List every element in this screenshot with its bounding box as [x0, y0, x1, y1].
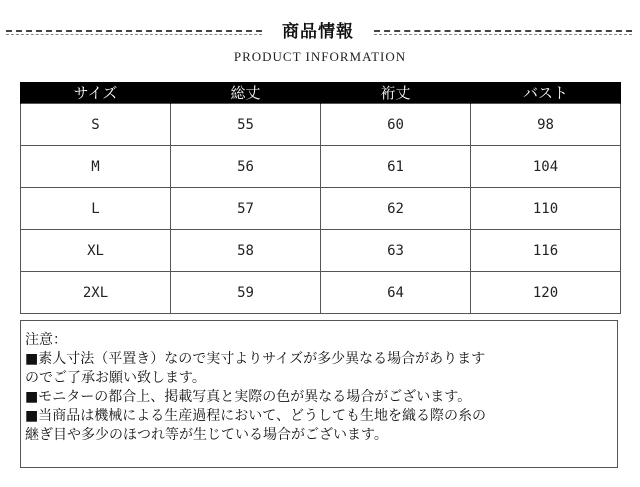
table-row	[21, 272, 621, 314]
table-cell-length: 57	[171, 188, 321, 230]
table-cell-sleeve: 60	[321, 104, 471, 146]
notes-line: ■モニターの都合上、掲載写真と実際の色が異なる場合がございます。	[25, 389, 472, 405]
header-divider-left-thin	[6, 34, 262, 35]
table-cell-length: 55	[171, 104, 321, 146]
header-divider-left	[6, 30, 262, 32]
table-cell-length: 56	[171, 146, 321, 188]
table-row	[21, 230, 621, 272]
notes-line: ■素人寸法（平置き）なので実寸よりサイズが多少異なる場合があります	[25, 351, 486, 367]
table-row	[21, 146, 621, 188]
table-cell-length: 58	[171, 230, 321, 272]
notes-line: のでご了承お願い致します。	[25, 370, 206, 386]
table-cell-size: XL	[21, 230, 171, 272]
table-cell-size: L	[21, 188, 171, 230]
column-header-size: サイズ	[21, 82, 171, 104]
table-cell-sleeve: 62	[321, 188, 471, 230]
table-cell-bust: 120	[471, 272, 621, 314]
table-row	[21, 104, 621, 146]
column-header-bust: バスト	[471, 82, 621, 104]
header-divider-right-thin	[374, 34, 632, 35]
table-cell-bust: 98	[471, 104, 621, 146]
table-cell-sleeve: 61	[321, 146, 471, 188]
header-divider-right	[374, 30, 632, 32]
table-cell-sleeve: 63	[321, 230, 471, 272]
size-table	[20, 82, 621, 314]
notes-box	[20, 320, 618, 468]
table-cell-bust: 104	[471, 146, 621, 188]
table-cell-bust: 110	[471, 188, 621, 230]
table-row	[21, 188, 621, 230]
section-title: 商品情報	[282, 22, 354, 42]
notes-heading: 注意：	[25, 332, 67, 348]
section-subtitle: PRODUCT INFORMATION	[233, 49, 407, 64]
notes-line: ■当商品は機械による生産過程において、どうしても生地を織る際の糸の	[25, 408, 486, 424]
column-header-length: 総丈	[171, 82, 321, 104]
section-header	[0, 0, 640, 72]
table-cell-length: 59	[171, 272, 321, 314]
table-cell-size: M	[21, 146, 171, 188]
column-header-sleeve: 裄丈	[321, 82, 471, 104]
table-cell-size: S	[21, 104, 171, 146]
notes-line: 継ぎ目や多少のほつれ等が生じている場合がございます。	[25, 427, 388, 443]
table-cell-size: 2XL	[21, 272, 171, 314]
table-cell-bust: 116	[471, 230, 621, 272]
table-cell-sleeve: 64	[321, 272, 471, 314]
table-header-row	[21, 82, 621, 104]
